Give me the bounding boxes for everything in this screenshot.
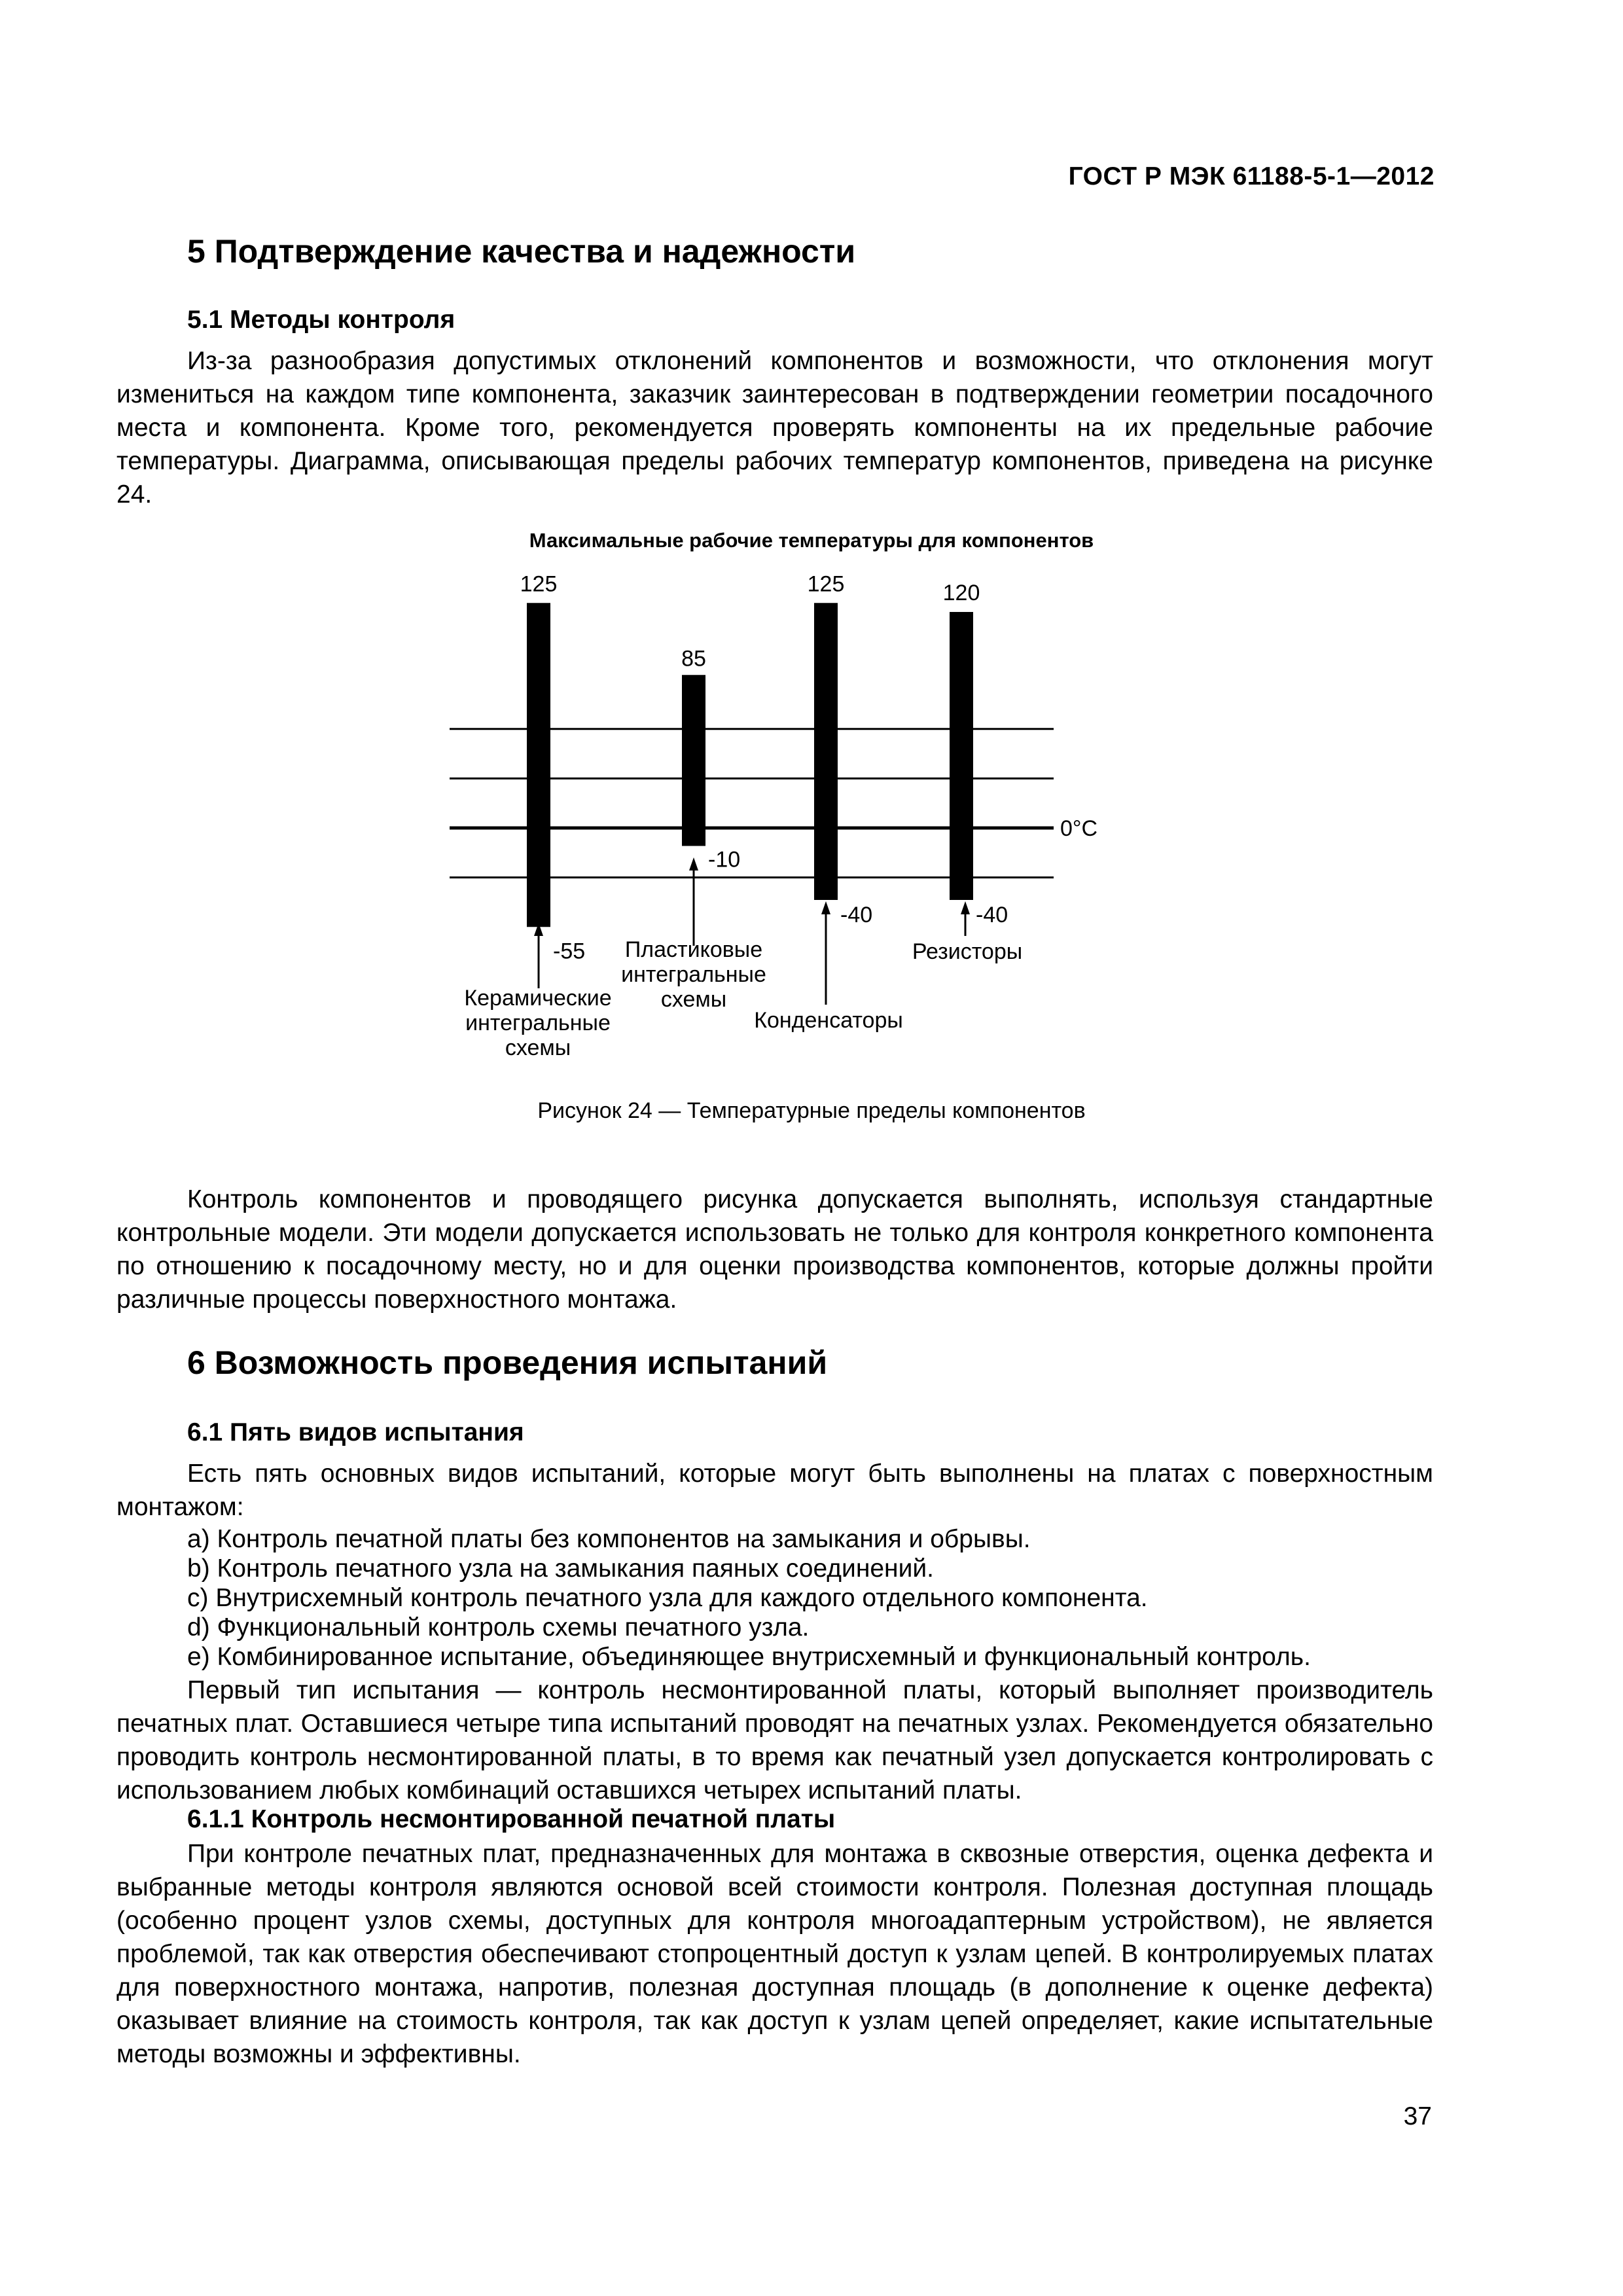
bar-min-label: -40 [840,903,873,927]
list-item: d) Функциональный контроль схемы печатного узла. [187,1613,810,1641]
section-6-1-title: 6.1 Пять видов испытания [187,1418,524,1446]
section-6-1-1-paragraph [116,1837,1433,2071]
bar [527,603,550,927]
bar [682,675,705,846]
list-item: а) Контроль печатной платы без компонентов на замыкания и обрывы. [187,1525,1031,1553]
category-label: Керамические [464,986,612,1011]
arrow-head [961,901,970,914]
bar-max-label: 120 [942,581,980,605]
chart-title: Максимальные рабочие температуры для компонентов [529,529,1094,552]
arrow-head [689,857,698,870]
list-item: с) Внутрисхемный контроль печатного узла для каждого отдельного компонента. [187,1584,1148,1612]
paragraph-text: Контроль компонентов и проводящего рисунка допускается выполнять, используя стандартные контрольные модели. Эти модели допускается использовать не только для контроля конкретного компонента по отношению к посадочному месту, но и для оценки производства компонентов, которые должны пройти различные процессы поверхностного монтажа. [116,1185,1433,1314]
section-5-1-title: 5.1 Методы контроля [187,306,455,334]
list-item: е) Комбинированное испытание, объединяющее внутрисхемный и функциональный контроль. [187,1643,1311,1671]
category-label: интегральные [621,962,766,987]
bar-min-label: -40 [976,903,1008,927]
standard-designation: ГОСТ Р МЭК 61188-5-1—2012 [1068,162,1435,190]
bar-max-label: 125 [520,571,558,597]
paragraph-text: Из-за разнообразия допустимых отклонений компонентов и возможности, что отклонения могут измениться на каждом типе компонента, заказчик заинтересован в подтверждении геометрии посадочного места и компонента. Кроме того, рекомендуется проверять компоненты на их предельные рабочие температуры. Диаграмма, описывающая пределы рабочих температур компонентов, приведена на рисунке 24. [116,347,1433,509]
category-label: интегральные [465,1011,611,1035]
list-item: b) Контроль печатного узла на замыкания паяных соединений. [187,1554,934,1583]
page-number: 37 [1403,2102,1432,2130]
section-5-title: 5 Подтверждение качества и надежности [187,233,856,270]
test-types-list [187,1524,1433,1672]
bar [814,603,838,900]
section-6-1-intro [116,1457,1433,1524]
paragraph-text: Есть пять основных видов испытаний, которые могут быть выполнены на платах с поверхностным монтажом: [116,1460,1433,1521]
bar-max-label: 125 [807,571,845,597]
section-6-1-1-title: 6.1.1 Контроль несмонтированной печатной платы [187,1805,836,1833]
category-label: схемы [660,987,727,1012]
section-6-1-paragraph [116,1674,1433,1807]
figure-caption: Рисунок 24 — Температурные пределы компонентов [537,1098,1086,1123]
category-label: Резисторы [912,939,1023,964]
bar-min-label: -55 [553,939,586,964]
after-figure-paragraph [116,1183,1433,1316]
arrow-head [821,901,830,914]
bar [950,612,973,900]
paragraph-text: При контроле печатных плат, предназначенных для монтажа в сквозные отверстия, оценка дефекта и выбранные методы контроля являются основой всей стоимости контроля. Полезная доступная площадь (особенно процент узлов схемы, доступных для контроля многоадаптерным устройством), не является проблемой, так как отверстия обеспечивают стопроцентный доступ к узлам цепей. В контролируемых платах для поверхностного монтажа, напротив, полезная доступная площадь (в дополнение к оценке дефекта) оказывает влияние на стоимость контроля, так как доступ к узлам цепей определяет, какие испытательные методы возможны и эффективны. [116,1840,1433,2068]
category-label: Конденсаторы [754,1008,903,1033]
zero-label: 0°C [1060,816,1098,841]
section-6-title: 6 Возможность проведения испытаний [187,1344,828,1381]
bar-max-label: 85 [681,646,706,672]
bar-min-label: -10 [708,847,741,872]
category-label: схемы [505,1035,571,1060]
paragraph-text: Первый тип испытания — контроль несмонтированной платы, который выполняет производитель печатных плат. Оставшиеся четыре типа испытаний проводят на печатных узлах. Рекомендуется обязательно проводить контроль несмонтированной платы, в то время как печатный узел допускается контролировать с использованием любых комбинаций оставшихся четырех испытаний платы. [116,1676,1433,1804]
category-label: Пластиковые [624,937,763,962]
